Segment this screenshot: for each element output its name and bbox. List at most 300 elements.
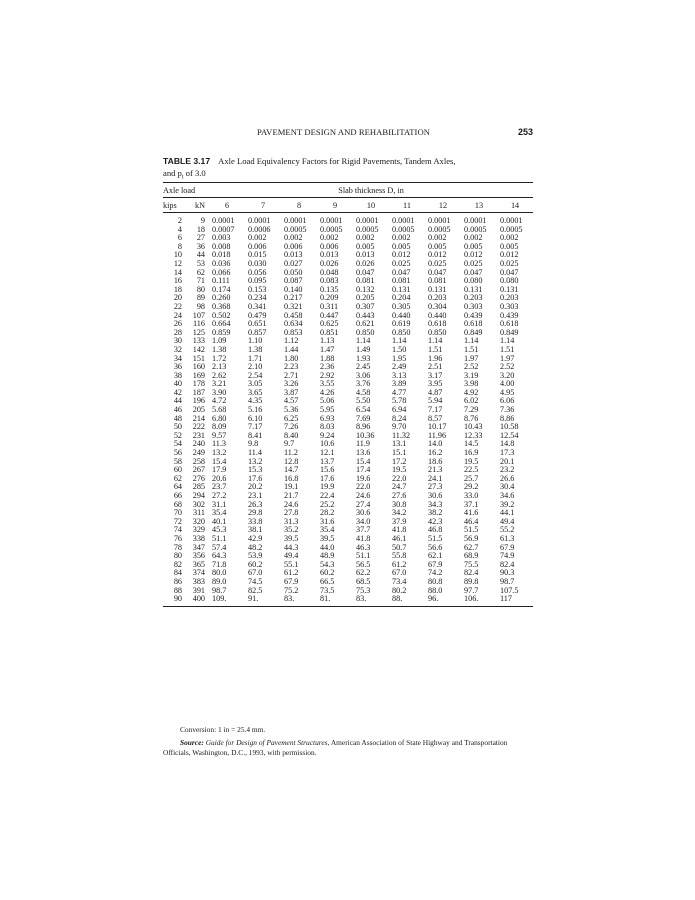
cell-kn: 53 xyxy=(196,258,205,268)
cell-kn: 365 xyxy=(192,559,205,569)
cell-factor: 73.4 xyxy=(392,576,407,586)
cell-factor: 91. xyxy=(245,595,281,606)
cell-factor: 75.2 xyxy=(284,585,299,595)
cell-factor: 7.26 xyxy=(284,422,299,432)
cell-factor: 22.0 xyxy=(392,473,407,483)
cell-kn: 302 xyxy=(192,499,205,509)
cell-kn: 169 xyxy=(192,370,205,380)
cell-factor: 37.1 xyxy=(464,499,479,509)
cell-factor: 4.00 xyxy=(500,379,515,389)
cell-factor: 0.111 xyxy=(212,276,230,286)
cell-kips: 76 xyxy=(173,533,182,543)
caption-line-1 xyxy=(163,156,535,168)
cell-factor: 51.5 xyxy=(428,533,443,543)
cell-factor: 0.502 xyxy=(212,310,231,320)
cell-factor: 0.047 xyxy=(356,267,375,277)
cell-factor: 75.5 xyxy=(464,559,479,569)
cell-factor: 3.90 xyxy=(212,387,227,397)
cell-factor: 55.1 xyxy=(284,559,299,569)
cell-factor: 1.97 xyxy=(500,353,515,363)
cell-factor: 0.209 xyxy=(320,293,339,303)
cell-kips: 30 xyxy=(173,336,182,346)
source-note xyxy=(163,738,535,758)
cell-factor: 21.7 xyxy=(284,491,299,500)
cell-factor: 3.19 xyxy=(464,370,479,380)
cell-kn: 294 xyxy=(192,491,205,500)
cell-factor: 49.4 xyxy=(500,516,515,526)
cell-factor: 3.55 xyxy=(320,379,335,389)
cell-factor: 0.131 xyxy=(500,284,519,294)
cell-kn: 329 xyxy=(192,525,205,535)
cell-factor: 0.850 xyxy=(428,327,447,337)
cell-factor: 16.2 xyxy=(428,448,443,458)
cell-factor: 23.7 xyxy=(212,482,227,492)
column-header-slab: 8 xyxy=(281,198,317,213)
cell-factor: 8.86 xyxy=(500,413,515,423)
column-header-slab: 10 xyxy=(353,198,389,213)
cell-factor: 31.1 xyxy=(212,499,227,509)
cell-factor: 39.5 xyxy=(284,533,299,543)
cell-kips: 16 xyxy=(173,276,182,286)
cell-factor: 0.012 xyxy=(428,250,447,260)
cell-factor: 0.083 xyxy=(320,276,339,286)
cell-factor: 38.1 xyxy=(248,525,263,535)
cell-factor: 24.6 xyxy=(284,499,299,509)
cell-factor: 9.7 xyxy=(284,439,295,449)
cell-factor: 0.081 xyxy=(356,276,375,286)
cell-factor: 0.0005 xyxy=(500,224,523,234)
cell-factor: 5.06 xyxy=(320,396,335,406)
cell-kips: 70 xyxy=(173,508,182,518)
cell-factor: 0.458 xyxy=(284,310,303,320)
cell-factor: 117 xyxy=(497,595,533,606)
cell-factor: 23.2 xyxy=(500,465,515,475)
cell-factor: 67.0 xyxy=(248,568,263,578)
cell-factor: 80.0 xyxy=(212,568,227,578)
cell-factor: 0.260 xyxy=(212,293,231,303)
cell-kips: 14 xyxy=(173,267,182,277)
cell-kn: 107 xyxy=(192,310,205,320)
cell-factor: 2.52 xyxy=(500,362,515,372)
cell-factor: 0.619 xyxy=(392,319,411,329)
cell-factor: 0.850 xyxy=(392,327,411,337)
cell-factor: 46.4 xyxy=(464,516,479,526)
cell-factor: 80.8 xyxy=(428,576,443,586)
axle-load-header: Axle load xyxy=(163,183,209,198)
cell-factor: 2.62 xyxy=(212,370,227,380)
cell-factor: 2.54 xyxy=(248,370,263,380)
cell-kips: 32 xyxy=(173,344,182,354)
cell-factor: 1.13 xyxy=(320,336,335,346)
cell-factor: 1.47 xyxy=(320,344,335,354)
cell-kips: 86 xyxy=(173,576,182,586)
cell-factor: 0.153 xyxy=(248,284,267,294)
cell-factor: 0.203 xyxy=(500,293,519,303)
cell-factor: 13.2 xyxy=(248,456,263,466)
page-header xyxy=(163,127,533,141)
cell-factor: 8.57 xyxy=(428,413,443,423)
cell-kn: 27 xyxy=(196,233,205,243)
cell-factor: 17.4 xyxy=(356,465,371,475)
cell-factor: 0.006 xyxy=(248,241,267,251)
cell-factor: 0.307 xyxy=(356,301,375,311)
cell-kips: 8 xyxy=(177,241,182,251)
cell-factor: 0.025 xyxy=(428,258,447,268)
cell-kn: 196 xyxy=(192,396,205,406)
cell-kn: 285 xyxy=(192,482,205,492)
cell-factor: 8.40 xyxy=(284,430,299,440)
cell-factor: 12.33 xyxy=(464,430,483,440)
cell-factor: 0.050 xyxy=(284,267,303,277)
cell-factor: 0.857 xyxy=(248,327,267,337)
cell-factor: 88.0 xyxy=(428,585,443,595)
cell-factor: 0.0001 xyxy=(320,216,343,225)
cell-factor: 12.8 xyxy=(284,456,299,466)
source-text: American Association of State Highway and Transportation Officials, Washington, D.C., 1993, with permission. xyxy=(163,738,508,757)
cell-factor: 1.14 xyxy=(464,336,479,346)
cell-factor: 2.13 xyxy=(212,362,227,372)
cell-kips: 54 xyxy=(173,439,182,449)
cell-factor: 13.7 xyxy=(320,456,335,466)
cell-factor: 45.3 xyxy=(212,525,227,535)
cell-factor: 0.013 xyxy=(356,250,375,260)
cell-factor: 51.1 xyxy=(356,551,371,561)
cell-kips: 44 xyxy=(173,396,182,406)
cell-factor: 0.368 xyxy=(212,301,231,311)
cell-factor: 19.9 xyxy=(320,482,335,492)
cell-factor: 82.5 xyxy=(248,585,263,595)
cell-factor: 0.066 xyxy=(212,267,231,277)
cell-factor: 19.1 xyxy=(284,482,299,492)
cell-factor: 46.8 xyxy=(428,525,443,535)
cell-factor: 30.6 xyxy=(356,508,371,518)
cell-factor: 27.8 xyxy=(284,508,299,518)
cell-factor: 3.65 xyxy=(248,387,263,397)
column-header-slab: 9 xyxy=(317,198,353,213)
cell-factor: 106. xyxy=(461,595,497,606)
cell-factor: 23.1 xyxy=(248,491,263,500)
cell-factor: 2.36 xyxy=(320,362,335,372)
cell-factor: 0.095 xyxy=(248,276,267,286)
cell-factor: 0.030 xyxy=(248,258,267,268)
table-number: TABLE 3.17 xyxy=(163,156,211,166)
cell-kips: 28 xyxy=(173,327,182,337)
cell-factor: 0.853 xyxy=(284,327,303,337)
cell-factor: 0.002 xyxy=(356,233,375,243)
cell-factor: 62.1 xyxy=(428,551,443,561)
cell-factor: 34.2 xyxy=(392,508,407,518)
cell-factor: 0.015 xyxy=(248,250,267,260)
cell-factor: 0.618 xyxy=(500,319,519,329)
cell-factor: 22.0 xyxy=(356,482,371,492)
cell-kn: 9 xyxy=(200,216,205,225)
cell-kips: 22 xyxy=(173,301,182,311)
cell-factor: 1.97 xyxy=(464,353,479,363)
cell-kips: 62 xyxy=(173,473,182,483)
cell-factor: 7.36 xyxy=(500,405,515,415)
cell-factor: 6.10 xyxy=(248,413,263,423)
cell-factor: 3.20 xyxy=(500,370,515,380)
cell-factor: 11.3 xyxy=(212,439,227,449)
cell-factor: 27.6 xyxy=(392,491,407,500)
cell-kn: 116 xyxy=(193,319,205,329)
cell-factor: 15.3 xyxy=(248,465,263,475)
cell-factor: 0.018 xyxy=(212,250,231,260)
cell-factor: 4.72 xyxy=(212,396,227,406)
cell-factor: 2.51 xyxy=(428,362,443,372)
cell-factor: 2.10 xyxy=(248,362,263,372)
cell-factor: 0.048 xyxy=(320,267,339,277)
cell-factor: 5.68 xyxy=(212,405,227,415)
cell-kn: 151 xyxy=(192,353,205,363)
cell-kn: 125 xyxy=(192,327,205,337)
cell-factor: 2.23 xyxy=(284,362,299,372)
cell-kn: 44 xyxy=(196,250,205,260)
cell-factor: 0.303 xyxy=(500,301,519,311)
cell-factor: 0.664 xyxy=(212,319,231,329)
cell-factor: 0.005 xyxy=(356,241,375,251)
cell-factor: 6.06 xyxy=(500,396,515,406)
cell-factor: 33.0 xyxy=(464,491,479,500)
cell-kn: 187 xyxy=(192,387,205,397)
cell-kips: 80 xyxy=(173,551,182,561)
cell-factor: 51.1 xyxy=(212,533,227,543)
cell-factor: 0.443 xyxy=(356,310,375,320)
cell-factor: 80.2 xyxy=(392,585,407,595)
cell-factor: 5.50 xyxy=(356,396,371,406)
cell-kips: 74 xyxy=(173,525,182,535)
cell-factor: 44.0 xyxy=(320,542,335,552)
cell-factor: 6.54 xyxy=(356,405,371,415)
cell-factor: 1.88 xyxy=(320,353,335,363)
cell-factor: 67.9 xyxy=(428,559,443,569)
cell-kips: 4 xyxy=(177,224,182,234)
cell-factor: 74.2 xyxy=(428,568,443,578)
cell-factor: 5.16 xyxy=(248,405,263,415)
cell-factor: 9.8 xyxy=(248,439,259,449)
cell-factor: 19.5 xyxy=(464,456,479,466)
cell-factor: 0.234 xyxy=(248,293,267,303)
cell-kn: 214 xyxy=(192,413,205,423)
cell-factor: 10.43 xyxy=(464,422,483,432)
cell-factor: 1.38 xyxy=(212,344,227,354)
cell-factor: 1.80 xyxy=(284,353,299,363)
cell-kips: 20 xyxy=(173,293,182,303)
cell-factor: 24.7 xyxy=(392,482,407,492)
cell-factor: 48.9 xyxy=(320,551,335,561)
cell-factor: 0.002 xyxy=(500,233,519,243)
cell-factor: 0.0001 xyxy=(212,216,235,225)
cell-kips: 50 xyxy=(173,422,182,432)
cell-factor: 21.3 xyxy=(428,465,443,475)
cell-factor: 0.025 xyxy=(392,258,411,268)
cell-kn: 240 xyxy=(192,439,205,449)
cell-kips: 88 xyxy=(173,585,182,595)
cell-factor: 8.76 xyxy=(464,413,479,423)
cell-factor: 31.3 xyxy=(284,516,299,526)
cell-factor: 0.625 xyxy=(320,319,339,329)
cell-factor: 0.026 xyxy=(356,258,375,268)
cell-factor: 61.2 xyxy=(392,559,407,569)
cell-factor: 34.3 xyxy=(428,499,443,509)
cell-kips: 56 xyxy=(173,448,182,458)
cell-factor: 0.0006 xyxy=(248,224,271,234)
cell-factor: 55.2 xyxy=(500,525,515,535)
cell-factor: 56.6 xyxy=(428,542,443,552)
cell-factor: 88. xyxy=(389,595,425,606)
cell-factor: 1.50 xyxy=(392,344,407,354)
cell-factor: 96. xyxy=(425,595,461,606)
cell-factor: 0.859 xyxy=(212,327,231,337)
cell-factor: 46.1 xyxy=(392,533,407,543)
cell-factor: 37.7 xyxy=(356,525,371,535)
cell-factor: 61.2 xyxy=(284,568,299,578)
column-header-slab: 6 xyxy=(209,198,245,213)
column-header-slab: 11 xyxy=(389,198,425,213)
caption-title: Axle Load Equivalency Factors for Rigid Pavements, Tandem Axles, xyxy=(218,156,456,166)
cell-factor: 0.047 xyxy=(500,267,519,277)
cell-factor: 11.96 xyxy=(428,430,447,440)
cell-factor: 0.080 xyxy=(464,276,483,286)
cell-factor: 17.6 xyxy=(320,473,335,483)
cell-factor: 41.8 xyxy=(356,533,371,543)
cell-factor: 82.4 xyxy=(500,559,515,569)
cell-factor: 67.9 xyxy=(500,542,515,552)
table-body xyxy=(163,213,533,607)
cell-factor: 28.2 xyxy=(320,508,335,518)
cell-factor: 4.57 xyxy=(284,396,299,406)
cell-factor: 0.002 xyxy=(248,233,267,243)
cell-factor: 9.57 xyxy=(212,430,227,440)
cell-factor: 0.0005 xyxy=(320,224,343,234)
cell-kn: 311 xyxy=(193,508,205,518)
cell-kn: 276 xyxy=(192,473,205,483)
cell-factor: 39.2 xyxy=(500,499,515,509)
cell-factor: 24.6 xyxy=(356,491,371,500)
cell-kn: 347 xyxy=(192,542,205,552)
cell-factor: 2.45 xyxy=(356,362,371,372)
cell-factor: 41.6 xyxy=(464,508,479,518)
cell-factor: 5.95 xyxy=(320,405,335,415)
conversion-note: Conversion: 1 in = 25.4 mm. xyxy=(180,725,266,734)
cell-factor: 0.047 xyxy=(428,267,447,277)
cell-factor: 0.135 xyxy=(320,284,339,294)
cell-kn: 267 xyxy=(192,465,205,475)
cell-factor: 5.78 xyxy=(392,396,407,406)
cell-factor: 0.203 xyxy=(428,293,447,303)
cell-kn: 178 xyxy=(192,379,205,389)
cell-factor: 0.056 xyxy=(248,267,267,277)
pt-subscript: t xyxy=(181,174,184,181)
cell-factor: 10.6 xyxy=(320,439,335,449)
cell-factor: 0.002 xyxy=(464,233,483,243)
cell-factor: 16.8 xyxy=(284,473,299,483)
cell-factor: 1.14 xyxy=(500,336,515,346)
cell-factor: 67.9 xyxy=(284,576,299,586)
cell-factor: 68.9 xyxy=(464,551,479,561)
cell-factor: 0.080 xyxy=(500,276,519,286)
cell-factor: 1.38 xyxy=(248,344,263,354)
cell-kn: 160 xyxy=(192,362,205,372)
cell-factor: 10.17 xyxy=(428,422,447,432)
cell-factor: 1.44 xyxy=(284,344,299,354)
cell-factor: 0.0005 xyxy=(428,224,451,234)
cell-kips: 48 xyxy=(173,413,182,423)
cell-kips: 66 xyxy=(173,491,182,500)
cell-factor: 2.49 xyxy=(392,362,407,372)
cell-factor: 98.7 xyxy=(500,576,515,586)
cell-factor: 0.0005 xyxy=(392,224,415,234)
cell-factor: 6.25 xyxy=(284,413,299,423)
cell-factor: 26.6 xyxy=(500,473,515,483)
cell-factor: 22.5 xyxy=(464,465,479,475)
column-header-kn: kN xyxy=(187,198,209,213)
cell-factor: 0.0001 xyxy=(248,216,271,225)
cell-factor: 3.05 xyxy=(248,379,263,389)
cell-factor: 1.49 xyxy=(356,344,371,354)
running-head: PAVEMENT DESIGN AND REHABILITATION xyxy=(257,127,430,137)
cell-factor: 0.025 xyxy=(464,258,483,268)
equivalency-factor-table xyxy=(163,182,533,607)
cell-factor: 17.9 xyxy=(212,465,227,475)
cell-factor: 3.95 xyxy=(428,379,443,389)
cell-kn: 249 xyxy=(192,448,205,458)
cell-kn: 80 xyxy=(196,284,205,294)
cell-factor: 1.72 xyxy=(212,353,227,363)
cell-kips: 84 xyxy=(173,568,182,578)
cell-factor: 4.58 xyxy=(356,387,371,397)
cell-kn: 400 xyxy=(187,595,209,606)
cell-factor: 30.4 xyxy=(500,482,515,492)
cell-factor: 14.8 xyxy=(500,439,515,449)
cell-kn: 142 xyxy=(192,344,205,354)
cell-factor: 34.6 xyxy=(500,491,515,500)
cell-factor: 0.304 xyxy=(428,301,447,311)
cell-factor: 66.5 xyxy=(320,576,335,586)
cell-kips: 42 xyxy=(173,387,182,397)
cell-factor: 0.0001 xyxy=(464,216,487,225)
cell-kn: 383 xyxy=(192,576,205,586)
cell-factor: 26.3 xyxy=(248,499,263,509)
cell-factor: 34.0 xyxy=(356,516,371,526)
cell-factor: 0.131 xyxy=(464,284,483,294)
cell-factor: 1.71 xyxy=(248,353,263,363)
cell-factor: 56.5 xyxy=(356,559,371,569)
cell-factor: 0.203 xyxy=(464,293,483,303)
cell-kn: 98 xyxy=(196,301,205,311)
cell-factor: 51.5 xyxy=(464,525,479,535)
slab-thickness-header: Slab thickness D, in xyxy=(209,183,533,198)
cell-factor: 0.047 xyxy=(392,267,411,277)
table-caption xyxy=(163,156,535,184)
cell-factor: 20.6 xyxy=(212,473,227,483)
cell-factor: 11.9 xyxy=(356,439,371,449)
cell-factor: 0.002 xyxy=(428,233,447,243)
cell-factor: 1.12 xyxy=(284,336,299,346)
column-header-kips: kips xyxy=(163,198,187,213)
cell-factor: 4.87 xyxy=(428,387,443,397)
caption-line-2: and $p_t$ of 3.0 xyxy=(163,167,206,181)
cell-factor: 5.94 xyxy=(428,396,443,406)
cell-factor: 30.8 xyxy=(392,499,407,509)
cell-factor: 9.24 xyxy=(320,430,335,440)
cell-factor: 0.205 xyxy=(356,293,375,303)
cell-factor: 8.03 xyxy=(320,422,335,432)
column-header-slab: 13 xyxy=(461,198,497,213)
cell-factor: 74.9 xyxy=(500,551,515,561)
cell-kn: 18 xyxy=(196,224,205,234)
cell-factor: 1.14 xyxy=(356,336,371,346)
